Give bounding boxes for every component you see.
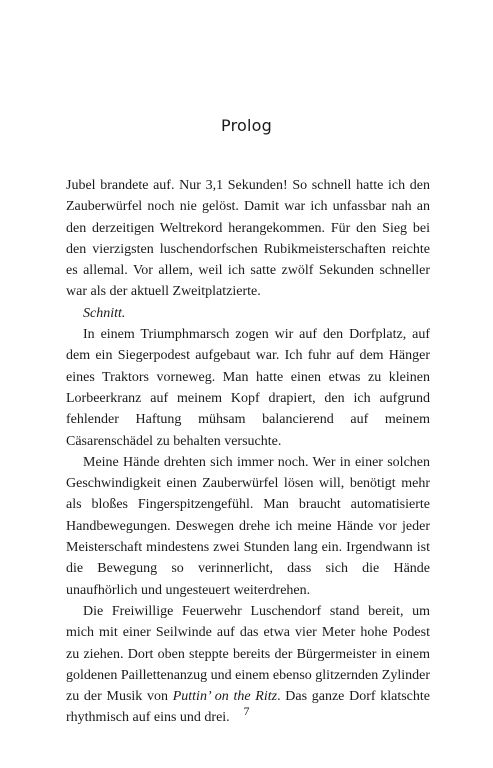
paragraph-text: . Das ganze Dorf klatschte rhythmisch auf eins und drei. — [66, 689, 430, 726]
chapter-title: Prolog — [221, 116, 272, 135]
page-number: 7 — [243, 704, 250, 718]
paragraph — [66, 175, 430, 303]
italic-text: Schnitt. — [83, 305, 126, 321]
paragraph — [66, 303, 430, 324]
paragraph-text: Die Freiwillige Feuerwehr Luschendorf stand bereit, um mich mit einer Seilwinde auf das etwa vier Meter hohe Podest zu ziehen. Dort oben steppte bereits der Bürgermeister in einem goldenen Paillettenanzug und einem ebenso glitzernden Zylinder zu der Musik von — [66, 603, 430, 705]
italic-text: Puttin’ on the Ritz — [172, 689, 278, 705]
paragraph-text: In einem Triumphmarsch zogen wir auf den Dorfplatz, auf dem ein Siegerpodest aufgebaut war. Ich fuhr auf dem Hänger eines Traktors vorneweg. Man hatte einen etwas zu kleinen Lorbeerkranz auf meinem Kopf drapiert, den ich aufgrund fehlender Haftung mühsam balancierend auf meinem Cäsarenschädel zu behalten versuchte. — [66, 327, 430, 449]
paragraph — [66, 452, 430, 601]
body-text — [66, 175, 430, 729]
paragraph-text: Meine Hände drehten sich immer noch. Wer in einer solchen Geschwindigkeit einen Zauberwürfel lösen will, benötigt mehr als bloßes Fingerspitzengefühl. Man braucht automatisierte Handbewegungen. Deswegen drehe ich meine Hände vor jeder Meisterschaft mindestens zwei Stunden lang ein. Irgendwann ist die Bewegung so verinnerlicht, dass sich die Hände unaufhörlich und ungesteuert weiterdrehen. — [66, 454, 430, 598]
paragraph — [66, 324, 430, 452]
paragraph-text: Jubel brandete auf. Nur 3,1 Sekunden! So schnell hatte ich den Zauberwürfel noch nie gelöst. Damit war ich unfassbar nah an den derzeitigen Weltrekord herangekommen. Für den Sieg bei den vierzigsten luschendorfschen Rubikmeisterschaften reichte es allemal. Vor allem, weil ich satte zwölf Sekunden schneller war als der aktuell Zweitplatzierte. — [66, 178, 430, 300]
